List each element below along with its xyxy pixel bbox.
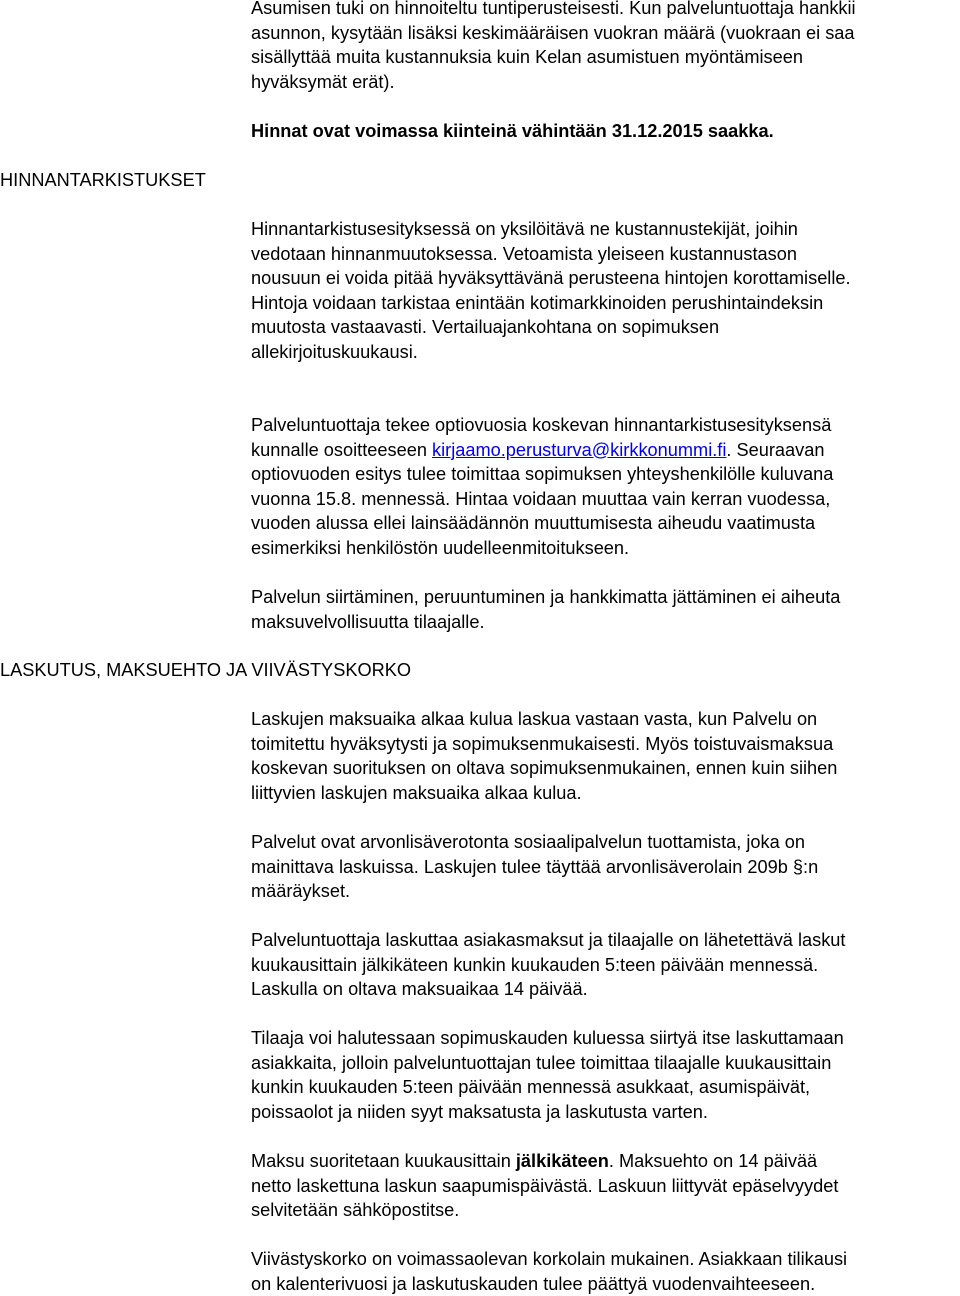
price-review-paragraph — [251, 217, 956, 365]
paragraph-line: mainittava laskuissa. Laskujen tulee täyttää arvonlisäverolain 209b §:n — [251, 856, 819, 877]
text-fragment: . Maksuehto on 14 päivää — [608, 1151, 818, 1171]
text-fragment: . Seuraavan — [726, 439, 825, 460]
paragraph-line: muutosta vastaavasti. Vertailuajankohtana on sopimuksen — [251, 317, 720, 338]
paragraph-line: allekirjoituskuukausi. — [251, 341, 418, 362]
paragraph-line: selvitetään sähköpostitse. — [251, 1200, 460, 1221]
paragraph-line: maksuvelvollisuutta tilaajalle. — [251, 611, 485, 632]
paragraph-line: Palveluntuottaja laskuttaa asiakasmaksut ja tilaajalle on lähetettävä laskut — [251, 930, 846, 950]
paragraph-line: vuoden alussa ellei lainsäädännön muuttumisesta aiheudu vaatimusta — [251, 513, 816, 534]
paragraph-line: Palvelun siirtäminen, peruuntuminen ja hankkimatta jättäminen ei aiheuta — [251, 587, 841, 607]
paragraph-line: optiovuoden esitys tulee toimittaa sopimuksen yhteyshenkilölle kuluvana — [251, 464, 834, 485]
billing-paragraph-client-fees — [251, 928, 956, 1002]
paragraph-line: on kalenterivuosi ja laskutuskauden tulee päättyä vuodenvaihteeseen. — [251, 1273, 816, 1294]
billing-paragraph-vat — [251, 830, 956, 904]
payment-terms-paragraph — [251, 1149, 956, 1223]
billing-paragraph-payment-time — [251, 707, 956, 805]
paragraph-line: koskevan suorituksen on oltava sopimuksenmukainen, ennen kuin siihen — [251, 758, 838, 779]
paragraph-line: netto laskettuna laskun saapumispäivästä. Laskuun liittyvät epäselvyydet — [251, 1175, 839, 1196]
paragraph-line: poissaolot ja niiden syyt maksatusta ja laskutusta varten. — [251, 1101, 708, 1122]
paragraph-line: Laskulla on oltava maksuaikaa 14 päivää. — [251, 979, 588, 1000]
paragraph-line: kuukausittain jälkikäteen kunkin kuukauden 5:teen päivään mennessä. — [251, 954, 819, 975]
paragraph-line: vuonna 15.8. mennessä. Hintaa voidaan muuttaa vain kerran vuodessa, — [251, 488, 831, 509]
text-fragment: kunnalle osoitteeseen — [251, 439, 432, 460]
paragraph-line: Tilaaja voi halutessaan sopimuskauden kuluessa siirtyä itse laskuttamaan — [251, 1028, 844, 1048]
billing-paragraph-self-billing — [251, 1026, 956, 1124]
section-heading-price-review: HINNANTARKISTUKSET — [0, 170, 206, 190]
paragraph-line: asiakkaita, jolloin palveluntuottajan tulee toimittaa tilaajalle kuukausittain — [251, 1052, 832, 1073]
intro-paragraph — [251, 0, 956, 94]
paragraph-line: vedotaan hinnanmuutoksessa. Vetoamista yleiseen kustannustason — [251, 243, 797, 264]
prices-valid-statement: Hinnat ovat voimassa kiinteinä vähintään 31.12.2015 saakka. — [251, 121, 774, 141]
intro-line: sisällyttää muita kustannuksia kuin Kelan asumistuen myöntämiseen — [251, 47, 803, 68]
paragraph-line-with-email — [251, 438, 956, 463]
intro-line: asunnon, kysytään lisäksi keskimääräisen vuokran määrä (vuokraan ei saa — [251, 22, 855, 43]
text-fragment: Maksu suoritetaan kuukausittain — [251, 1151, 516, 1171]
paragraph-line: kunkin kuukauden 5:teen päivään mennessä asukkaat, asumispäivät, — [251, 1077, 811, 1098]
paragraph-line: esimerkiksi henkilöstön uudelleenmitoitukseen. — [251, 537, 630, 558]
late-interest-paragraph — [251, 1247, 956, 1296]
transfer-paragraph — [251, 585, 956, 634]
section-heading-billing: LASKUTUS, MAKSUEHTO JA VIIVÄSTYSKORKO — [0, 660, 412, 680]
paragraph-line — [251, 1149, 956, 1174]
emphasis-text: jälkikäteen — [515, 1151, 609, 1171]
intro-line: hyväksymät erät). — [251, 71, 395, 92]
option-year-paragraph — [251, 413, 956, 561]
paragraph-line: Laskujen maksuaika alkaa kulua laskua vastaan vasta, kun Palvelu on — [251, 709, 818, 729]
intro-line: Asumisen tuki on hinnoiteltu tuntiperusteisesti. Kun palveluntuottaja hankkii — [251, 0, 856, 18]
email-link[interactable]: kirjaamo.perusturva@kirkkonummi.fi — [432, 439, 727, 460]
paragraph-line: Palvelut ovat arvonlisäverotonta sosiaalipalvelun tuottamista, joka on — [251, 832, 806, 852]
paragraph-line: toimitettu hyväksytysti ja sopimuksenmukaisesti. Myös toistuvaismaksua — [251, 733, 834, 754]
paragraph-line: nousuun ei voida pitää hyväksyttävänä perusteena hintojen korottamiselle. — [251, 268, 851, 289]
paragraph-line: liittyvien laskujen maksuaika alkaa kulua. — [251, 782, 582, 803]
paragraph-line: Hintoja voidaan tarkistaa enintään kotimarkkinoiden perushintaindeksin — [251, 292, 824, 313]
paragraph-line: Viivästyskorko on voimassaolevan korkolain mukainen. Asiakkaan tilikausi — [251, 1249, 848, 1269]
paragraph-line: Palveluntuottaja tekee optiovuosia koskevan hinnantarkistusesityksensä — [251, 415, 832, 435]
paragraph-line: määräykset. — [251, 881, 351, 902]
paragraph-line: Hinnantarkistusesityksessä on yksilöitävä ne kustannustekijät, joihin — [251, 219, 798, 239]
